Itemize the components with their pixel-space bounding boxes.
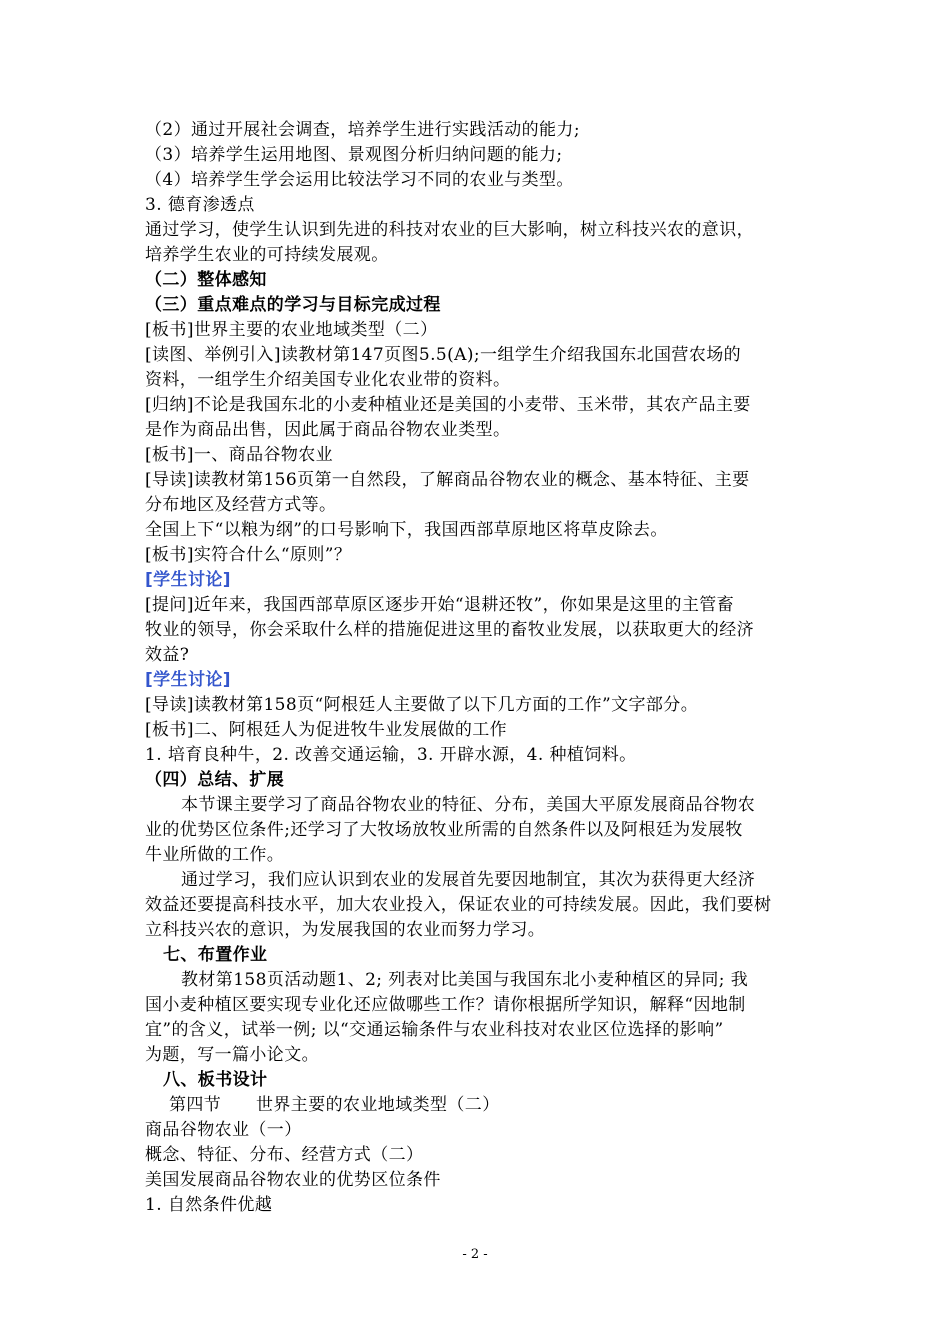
paragraph-line: 宜”的含义，试举一例; 以“交通运输条件与农业科技对农业区位选择的影响” [145, 1020, 724, 1040]
paragraph-line: 资料，一组学生介绍美国专业化农业带的资料。 [145, 370, 511, 390]
paragraph-line: 分布地区及经营方式等。 [145, 495, 337, 515]
paragraph-line: [板书]世界主要的农业地域类型（二） [145, 320, 438, 340]
paragraph-line: [板书]实符合什么“原则”？ [145, 545, 352, 565]
page-number: - 2 - [462, 1247, 488, 1262]
paragraph-line: 是作为商品出售，因此属于商品谷物农业类型。 [145, 420, 511, 440]
paragraph-line: 通过学习，使学生认识到先进的科技对农业的巨大影响，树立科技兴农的意识， [145, 220, 754, 240]
objective-item-2: （2）通过开展社会调查，培养学生进行实践活动的能力; [145, 120, 580, 140]
section-heading-key-points: （三）重点难点的学习与目标完成过程 [145, 295, 441, 315]
paragraph-line: 1. 自然条件优越 [145, 1195, 273, 1215]
paragraph-line: [提问]近年来，我国西部草原区逐步开始“退耕还牧”，你如果是这里的主管畜 [145, 595, 735, 615]
paragraph-line: [导读]读教材第158页“阿根廷人主要做了以下几方面的工作”文字部分。 [145, 695, 699, 715]
paragraph-line: 效益还要提高科技水平，加大农业投入，保证农业的可持续发展。因此，我们要树 [145, 895, 772, 915]
moral-education-heading: 3. 德育渗透点 [145, 195, 255, 215]
board-design-title: 第四节 世界主要的农业地域类型（二） [169, 1095, 500, 1115]
paragraph-line: 立科技兴农的意识，为发展我国的农业而努力学习。 [145, 920, 546, 940]
student-discussion-label: [学生讨论] [145, 570, 231, 590]
section-heading-overall: （二）整体感知 [145, 270, 267, 290]
paragraph-line: 教材第158页活动题1、2; 列表对比美国与我国东北小麦种植区的异同; 我 [181, 970, 749, 990]
paragraph-line: [导读]读教材第156页第一自然段，了解商品谷物农业的概念、基本特征、主要 [145, 470, 750, 490]
paragraph-line: 1. 培育良种牛，2. 改善交通运输，3. 开辟水源，4. 种植饲料。 [145, 745, 637, 765]
paragraph-line: 效益? [145, 645, 190, 665]
paragraph-line: [板书]二、阿根廷人为促进牧牛业发展做的工作 [145, 720, 508, 740]
paragraph-line: 牧业的领导，你会采取什么样的措施促进这里的畜牧业发展，以获取更大的经济 [145, 620, 754, 640]
section-heading-board-design: 八、板书设计 [163, 1070, 268, 1090]
paragraph-line: 培养学生农业的可持续发展观。 [145, 245, 389, 265]
paragraph-line: [归纳]不论是我国东北的小麦种植业还是美国的小麦带、玉米带，其农产品主要 [145, 395, 751, 415]
paragraph-line: 全国上下“以粮为纲”的口号影响下，我国西部草原地区将草皮除去。 [145, 520, 668, 540]
student-discussion-label: [学生讨论] [145, 670, 231, 690]
paragraph-line: 概念、特征、分布、经营方式（二） [145, 1145, 424, 1165]
paragraph-line: 商品谷物农业（一） [145, 1120, 302, 1140]
paragraph-line: [板书]一、商品谷物农业 [145, 445, 334, 465]
paragraph-line: 牛业所做的工作。 [145, 845, 285, 865]
paragraph-line: 国小麦种植区要实现专业化还应做哪些工作？请你根据所学知识，解释“因地制 [145, 995, 746, 1015]
paragraph-line: 本节课主要学习了商品谷物农业的特征、分布，美国大平原发展商品谷物农 [181, 795, 756, 815]
paragraph-line: 为题，写一篇小论文。 [145, 1045, 319, 1065]
objective-item-4: （4）培养学生学会运用比较法学习不同的农业与类型。 [145, 170, 574, 190]
paragraph-line: 美国发展商品谷物农业的优势区位条件 [145, 1170, 441, 1190]
section-heading-summary: （四）总结、扩展 [145, 770, 285, 790]
paragraph-line: 通过学习，我们应认识到农业的发展首先要因地制宜，其次为获得更大经济 [181, 870, 756, 890]
paragraph-line: [读图、举例引入]读教材第147页图5.5(A);一组学生介绍我国东北国营农场的 [145, 345, 742, 365]
objective-item-3: （3）培养学生运用地图、景观图分析归纳问题的能力; [145, 145, 563, 165]
document-body [145, 118, 810, 1218]
section-heading-homework: 七、布置作业 [163, 945, 268, 965]
paragraph-line: 业的优势区位条件;还学习了大牧场放牧业所需的自然条件以及阿根廷为发展牧 [145, 820, 743, 840]
